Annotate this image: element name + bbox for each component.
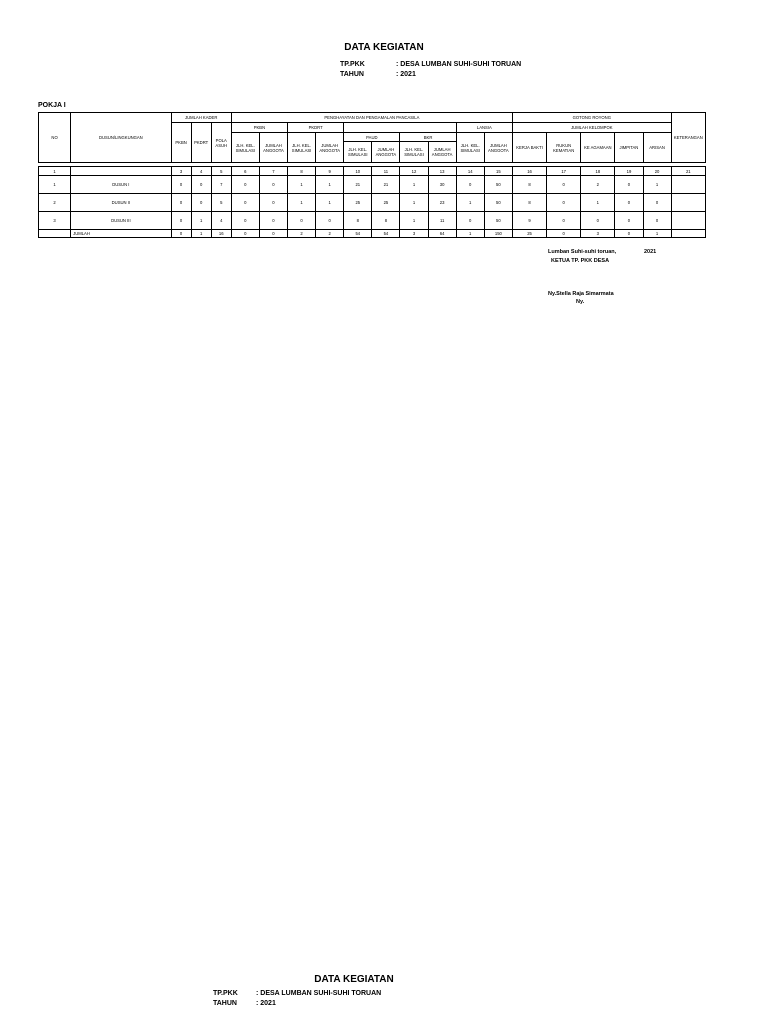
total-cell: 1 — [643, 230, 671, 238]
header-jumlah-anggota: JUMLAH ANGGOTA — [259, 133, 287, 163]
table-cell: 1 — [288, 194, 316, 212]
table-cell: 0 — [581, 212, 615, 230]
section-label: POKJA I — [38, 102, 66, 109]
table-cell: 0 — [171, 212, 191, 230]
table-cell: 30 — [428, 176, 456, 194]
footer-meta-value-tppkk: : DESA LUMBAN SUHI-SUHI TORUAN — [256, 990, 382, 997]
table-cell: 3 — [39, 212, 71, 230]
header-pkbn-group: PKBN — [231, 123, 287, 133]
dusun-name-cell: DUSUN III — [71, 212, 171, 230]
table-cell: 1 — [191, 212, 211, 230]
dusun-name-cell: DUSUN II — [71, 194, 171, 212]
signature-suffix: Ny. — [576, 299, 585, 305]
table-cell: 1 — [316, 194, 344, 212]
table-cell — [671, 212, 705, 230]
table-cell: 25 — [372, 194, 400, 212]
column-number: 19 — [615, 167, 643, 176]
table-cell: 0 — [316, 212, 344, 230]
header-ke-agamaan: KE AGAMAAN — [581, 133, 615, 163]
table-cell: 1 — [400, 176, 428, 194]
header-pkdrt: PKDRT — [191, 123, 211, 163]
column-number: 20 — [643, 167, 671, 176]
table-cell: 25 — [344, 194, 372, 212]
column-number: 13 — [428, 167, 456, 176]
table-cell: 0 — [171, 176, 191, 194]
header-bkr: BKR — [400, 133, 456, 142]
table-cell: 5 — [211, 194, 231, 212]
total-cell: 0 — [259, 230, 287, 238]
header-pkbn: PKBN — [171, 123, 191, 163]
table-row — [39, 212, 706, 230]
total-row — [39, 230, 706, 238]
table-cell: 0 — [643, 194, 671, 212]
table-cell: 0 — [288, 212, 316, 230]
header-jumlah-anggota: JUMLAH ANGGOTA — [428, 142, 456, 163]
table-cell: 8 — [512, 176, 546, 194]
total-cell: 64 — [428, 230, 456, 238]
total-cell: 54 — [344, 230, 372, 238]
table-cell: 2 — [581, 176, 615, 194]
table-cell: 0 — [231, 176, 259, 194]
header-kerja-bakti: KERJA BAKTI — [512, 133, 546, 163]
column-number: 9 — [316, 167, 344, 176]
total-cell-blank — [39, 230, 71, 238]
table-cell: 4 — [211, 212, 231, 230]
header-jlh-kel-simulasi: JLH. KEL. SIMULASI — [344, 142, 372, 163]
column-number: 5 — [211, 167, 231, 176]
column-number: 21 — [671, 167, 705, 176]
column-number: 10 — [344, 167, 372, 176]
header-rukun-kematian: RUKUN KEMATIAN — [547, 133, 581, 163]
meta-value-tahun: : 2021 — [396, 71, 416, 78]
meta-block — [340, 60, 521, 80]
table-cell: 0 — [456, 176, 484, 194]
table-cell: 21 — [372, 176, 400, 194]
table-cell: 50 — [484, 176, 512, 194]
total-cell: 3 — [400, 230, 428, 238]
footer-meta-block — [213, 989, 381, 1009]
header-jlh-kel-simulasi: JLH. KEL. SIMULASI — [231, 133, 259, 163]
header-dusun: DUSUN/LINGKUNGAN — [71, 113, 171, 163]
table-cell: 8 — [512, 194, 546, 212]
header-gotong-royong: GOTONG ROYONG — [512, 113, 671, 123]
table-cell — [671, 194, 705, 212]
signature-position: KETUA TP. PKK DESA — [551, 258, 610, 264]
header-pkdrt-group: PKDRT — [288, 123, 344, 133]
total-cell: 0 — [171, 230, 191, 238]
table-cell: 0 — [547, 176, 581, 194]
meta-key-tppkk: TP.PKK — [340, 61, 365, 68]
footer-meta-key-tahun: TAHUN — [213, 1000, 237, 1007]
column-number: 3 — [171, 167, 191, 176]
table-cell: 1 — [456, 194, 484, 212]
column-number: 14 — [456, 167, 484, 176]
column-number: 16 — [512, 167, 546, 176]
table-cell: 0 — [615, 176, 643, 194]
column-number: 1 — [39, 167, 71, 176]
column-number-row — [39, 167, 706, 176]
activity-table — [38, 112, 706, 238]
table-cell: 0 — [171, 194, 191, 212]
column-number: 17 — [547, 167, 581, 176]
header-pola-asuh: POLA ASUH — [211, 123, 231, 163]
table-cell: 9 — [512, 212, 546, 230]
table-cell: 11 — [428, 212, 456, 230]
table-cell: 50 — [484, 194, 512, 212]
column-number: 18 — [581, 167, 615, 176]
table-cell — [671, 176, 705, 194]
header-jumlah-kader: JUMLAH KADER — [171, 113, 231, 123]
total-cell: 54 — [372, 230, 400, 238]
header-jimpitan: JIMPITAN — [615, 133, 643, 163]
header-keterangan: KETERANGAN — [671, 113, 705, 163]
table-row — [39, 194, 706, 212]
table-cell: 1 — [316, 176, 344, 194]
signature-place: Lumban Suhi-suhi toruan, — [548, 249, 617, 255]
footer-meta-key-tppkk: TP.PKK — [213, 990, 238, 997]
header-jumlah-kelompok: JUMLAH KELOMPOK — [512, 123, 671, 133]
header-paud: PAUD — [344, 133, 400, 142]
table-cell: 0 — [231, 212, 259, 230]
column-number: 6 — [231, 167, 259, 176]
table-cell: 1 — [581, 194, 615, 212]
total-cell: 2 — [288, 230, 316, 238]
table-cell: 8 — [344, 212, 372, 230]
table-cell: 7 — [211, 176, 231, 194]
dusun-name-cell: DUSUN I — [71, 176, 171, 194]
table-cell: 0 — [259, 176, 287, 194]
total-cell: 25 — [512, 230, 546, 238]
table-cell: 21 — [344, 176, 372, 194]
header-blank-group — [344, 123, 456, 133]
column-number — [71, 167, 171, 176]
table-cell: 1 — [288, 176, 316, 194]
header-penghayatan: PENGHAYATAN DAN PENGAMALAN PANCASILA — [231, 113, 512, 123]
meta-value-tppkk: : DESA LUMBAN SUHI-SUHI TORUAN — [396, 61, 522, 68]
page-title: DATA KEGIATAN — [344, 42, 424, 53]
table-cell: 0 — [615, 212, 643, 230]
header-jlh-kel-simulasi: JLH. KEL. SIMULASI — [456, 133, 484, 163]
total-label: JUMLAH — [71, 230, 171, 238]
total-cell: 1 — [191, 230, 211, 238]
table-cell: 50 — [484, 212, 512, 230]
total-cell: 0 — [615, 230, 643, 238]
table-cell: 0 — [259, 194, 287, 212]
signature-name: Ny.Stella Raja Simarmata — [548, 291, 614, 297]
table-cell: 0 — [643, 212, 671, 230]
column-number: 4 — [191, 167, 211, 176]
column-number: 7 — [259, 167, 287, 176]
table-cell: 0 — [259, 212, 287, 230]
table-cell: 1 — [400, 194, 428, 212]
total-cell: 150 — [484, 230, 512, 238]
table-cell: 1 — [400, 212, 428, 230]
column-number: 15 — [484, 167, 512, 176]
total-cell: 3 — [581, 230, 615, 238]
header-jumlah-anggota: JUMLAH ANGGOTA — [484, 133, 512, 163]
header-jlh-kel-simulasi: JLH. KEL. SIMULASI — [400, 142, 428, 163]
table-cell: 2 — [39, 194, 71, 212]
table-cell: 23 — [428, 194, 456, 212]
column-number: 8 — [288, 167, 316, 176]
meta-key-tahun: TAHUN — [340, 71, 364, 78]
total-cell: 0 — [231, 230, 259, 238]
table-cell: 0 — [191, 194, 211, 212]
signature-year: 2021 — [644, 249, 657, 255]
total-cell: 2 — [316, 230, 344, 238]
column-number: 12 — [400, 167, 428, 176]
total-cell: 0 — [547, 230, 581, 238]
header-jumlah-anggota: JUMLAH ANGGOTA — [372, 142, 400, 163]
footer-meta-value-tahun: : 2021 — [256, 1000, 276, 1007]
column-number: 11 — [372, 167, 400, 176]
header-arisan: ARISAN — [643, 133, 671, 163]
total-cell-keterangan — [671, 230, 705, 238]
table-row — [39, 176, 706, 194]
table-cell: 0 — [615, 194, 643, 212]
total-cell: 1 — [456, 230, 484, 238]
table-cell: 0 — [456, 212, 484, 230]
signature-place-date — [548, 248, 657, 257]
table-cell: 0 — [547, 212, 581, 230]
table-cell: 0 — [547, 194, 581, 212]
header-no: NO — [39, 113, 71, 163]
table-cell: 1 — [643, 176, 671, 194]
header-jlh-kel-simulasi: JLH. KEL. SIMULASI — [288, 133, 316, 163]
header-lansia: LANSIA — [456, 123, 512, 133]
header-jumlah-anggota: JUMLAH ANGGOTA — [316, 133, 344, 163]
footer-title: DATA KEGIATAN — [314, 974, 394, 985]
table-cell: 0 — [231, 194, 259, 212]
table-cell: 1 — [39, 176, 71, 194]
total-cell: 16 — [211, 230, 231, 238]
table-cell: 8 — [372, 212, 400, 230]
table-cell: 0 — [191, 176, 211, 194]
